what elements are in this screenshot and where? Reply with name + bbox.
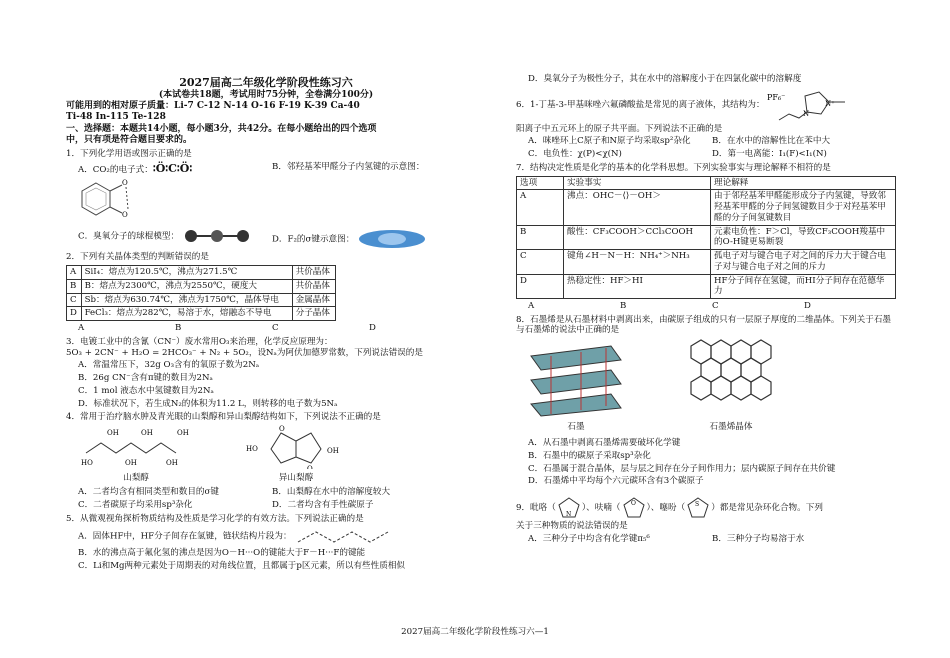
svg-text:OH: OH <box>107 429 119 438</box>
q2-row-type: 共价晶体 <box>292 279 335 293</box>
q6-stem2: 阳离子中五元环上的原子共平面。下列说法不正确的是 <box>516 123 723 134</box>
svg-text:O: O <box>122 211 128 220</box>
q2-row-option: C <box>67 293 82 307</box>
q6-stem-row <box>516 88 896 124</box>
q7-choices <box>516 301 896 312</box>
q7-choice-d: D <box>804 301 811 312</box>
q7-row-fact: 键角∠H－N－H：NH₄⁺＞NH₃ <box>564 250 711 274</box>
q7-row-explanation: 元素电负性：F＞Cl，导致CF₃COOH羧基中的O-H键更易断裂 <box>711 225 896 249</box>
q2-choice-d: D <box>369 323 376 334</box>
q1-stem: 1．下列化学用语或图示正确的是 <box>66 149 192 159</box>
q8-option-d: D．石墨烯中平均每个六元碳环含有3个碳原子 <box>528 476 704 487</box>
q7-head-fact: 实验事实 <box>564 176 711 190</box>
q6-options-ab <box>516 136 896 147</box>
svg-text:HO: HO <box>246 445 258 454</box>
ionic-liquid-structure-icon <box>765 88 865 124</box>
q3-option-a: A．常温常压下，32g O₃含有的氧原子数为2Nₐ <box>78 360 260 371</box>
q2-row-option: A <box>67 266 82 280</box>
sorbitol-structure-icon <box>81 423 191 469</box>
q7-row-fact: 热稳定性：HF＞HI <box>564 274 711 298</box>
svg-text:O: O <box>307 465 313 470</box>
exam-title: 2027届高二年级化学阶段性练习六 <box>179 76 353 89</box>
q2-choice-b: B <box>175 323 182 334</box>
svg-text:OH: OH <box>166 459 178 468</box>
svg-text:HO: HO <box>81 459 93 468</box>
q7-row-option: C <box>517 250 564 274</box>
q7-choice-c: C <box>712 301 719 312</box>
q7-choice-b: B <box>620 301 627 312</box>
svg-text:OH: OH <box>327 447 339 456</box>
q6-stem: 6．1-丁基-3-甲基咪唑六氟磷酸盐是常见的离子液体，其结构为： <box>516 100 765 111</box>
q4-structures <box>66 423 466 485</box>
ozone-ball-stick-icon <box>182 229 252 243</box>
q1-options-ab <box>66 162 466 176</box>
q4-stem: 4．常用于治疗脑水肿及青光眼的山梨醇和异山梨醇结构如下，下列说法不正确的是 <box>66 412 381 423</box>
q7-table-row <box>517 225 896 249</box>
q2-table-row <box>67 279 336 293</box>
svg-text:OH: OH <box>125 459 137 468</box>
f2-sigma-bond-icon <box>357 229 427 249</box>
q5-option-c: C．Li和Mg两种元素处于周期表的对角线位置，且都属于p区元素，所以有些性质相似 <box>78 560 406 571</box>
q3-option-c: C．1 mol 液态水中氢键数目为2Nₐ <box>78 385 214 396</box>
q7-head-explanation: 理论解释 <box>711 176 896 190</box>
q6-option-d: D．第一电离能：I₁(F)<I₁(N) <box>712 149 827 160</box>
q7-stem: 7．结构决定性质是化学的基本的化学科思想。下列实验事实与理论解释不相符的是 <box>516 162 831 173</box>
atomic-masses-line2: Ti-48 In-115 Te-128 <box>66 112 166 123</box>
q7-row-explanation: 孤电子对与键合电子对之间的斥力大于键合电子对与键合电子对之间的斥力 <box>711 250 896 274</box>
q2-choices <box>66 323 466 334</box>
q2-table-row <box>67 307 336 321</box>
section1-heading-2: 中，只有项是符合题目要求的。 <box>66 134 193 145</box>
q2-table-row <box>67 293 336 307</box>
q4-options-cd <box>66 500 466 511</box>
graphene-label: 石墨烯晶体 <box>709 421 753 432</box>
hydrogen-bond-structure-icon <box>78 175 148 225</box>
q2-table-row <box>67 266 336 280</box>
q7-table-row <box>517 274 896 298</box>
section1-heading-1: 一、选择题：本题共14小题，每小题3分，共42分。在每小题给出的四个选项 <box>66 123 377 134</box>
q8-stem: 8．石墨烯是从石墨材料中剥离出来，由碳原子组成的只有一层原子厚度的二维晶体。下列关于石墨与石墨烯的说法中正确的是 <box>516 314 892 336</box>
q3-equation: 5O₃ + 2CN⁻ + H₂O = 2HCO₃⁻ + N₂ + 5O₂，设Nₐ为阿伏加德罗常数，下列说法错误的是 <box>66 347 423 358</box>
q2-row-type: 金属晶体 <box>292 293 335 307</box>
q2-row-fact: B：熔点为2300℃，沸点为2550℃，硬度大 <box>81 279 292 293</box>
q3-option-d: D．标准状况下，若生成N₂的体积为11.2 L，则转移的电子数为5Nₐ <box>78 398 338 409</box>
q2-row-fact: FeCl₃：熔点为282℃，易溶于水，熔融态不导电 <box>81 307 292 321</box>
q1-option-a: A．CO₂的电子式：∶Ö∶C∶Ö∶ <box>78 161 193 175</box>
q4-options-ab <box>66 487 466 498</box>
q9-option-b: B．三种分子均易溶于水 <box>712 533 805 544</box>
q2-stem: 2．下列有关晶体类型的判断错误的是 <box>66 252 209 263</box>
q7-row-option: D <box>517 274 564 298</box>
sorbitol-label: 山梨醇 <box>123 472 149 483</box>
q9-options-ab <box>516 534 896 545</box>
isosorbide-figure <box>236 423 356 485</box>
q2-choice-a: A <box>78 323 85 334</box>
left-column <box>66 62 466 572</box>
q2-row-type: 分子晶体 <box>292 307 335 321</box>
q5-option-a: A．固体HF中，HF分子间存在氢键，链状结构片段为： <box>66 526 466 546</box>
svg-text:S: S <box>695 501 700 509</box>
svg-text:O: O <box>630 500 636 508</box>
q7-row-option: A <box>517 190 564 225</box>
q5-option-b: B．水的沸点高于氟化氢的沸点是因为O－H···O的键能大于F－H···F的键能 <box>78 548 366 559</box>
thiophene-icon <box>685 495 711 521</box>
q8-option-c: C．石墨属于混合晶体，层与层之间存在分子间作用力；层内碳原子间存在共价键 <box>528 463 836 474</box>
sorbitol-figure <box>76 423 196 485</box>
q6-option-c: C．电负性：χ(P)<χ(N) <box>528 149 622 160</box>
q4-option-a: A．二者均含有相同类型和数目的σ键 <box>78 487 219 498</box>
svg-text:OH: OH <box>141 429 153 438</box>
q9-stem2: 关于三种物质的说法错误的是 <box>516 521 628 532</box>
graphite-figure <box>516 336 636 436</box>
pf6-label: PF₆⁻ <box>766 92 785 102</box>
q7-table-row <box>517 190 896 225</box>
q7-table <box>516 176 896 299</box>
q7-row-explanation: HF分子间存在氢键，而HI分子间存在范德华力 <box>711 274 896 298</box>
q7-head-option: 选项 <box>517 176 564 190</box>
q9-stem-row: 9．吡咯（ N ）、呋喃（ O ）、噻吩（ S ）都是常见杂环化合物。下列 <box>516 495 896 521</box>
q1-options-cd <box>66 229 466 249</box>
q9-option-a: A．三种分子中均含有化学键π₅⁶ <box>528 533 650 544</box>
svg-text:N: N <box>565 511 572 519</box>
q2-row-option: B <box>67 279 82 293</box>
q5-stem: 5．从微观视角探析物质结构及性质是学习化学的有效方法。下列说法正确的是 <box>66 513 364 524</box>
q2-choice-c: C <box>272 323 279 334</box>
q7-header-row <box>517 176 896 190</box>
svg-text:OH: OH <box>177 429 189 438</box>
co2-electron-formula: ∶Ö∶C∶Ö∶ <box>152 161 193 175</box>
q1-option-c: C．臭氧分子的球棍模型： <box>78 229 272 249</box>
svg-text:O: O <box>122 179 128 188</box>
graphite-structure-icon <box>521 336 631 418</box>
q6-option-b: B．在水中的溶解性比在苯中大 <box>712 136 831 147</box>
q7-choice-a: A <box>528 301 535 312</box>
q3-option-b: B．26g CN⁻含有π键的数目为2Nₐ <box>78 373 213 384</box>
q8-option-a: A．从石墨中剥离石墨烯需要破坏化学键 <box>528 438 681 449</box>
q4-option-c: C．二者碳原子均采用sp³杂化 <box>78 499 193 510</box>
hf-chain-icon <box>294 526 394 546</box>
q1-option-b: B．邻羟基苯甲醛分子内氢键的示意图： <box>272 161 425 172</box>
q7-row-option: B <box>517 225 564 249</box>
q7-table-row <box>517 250 896 274</box>
q6-options-cd <box>516 149 896 160</box>
q2-row-type: 共价晶体 <box>292 266 335 280</box>
o-hydroxybenzaldehyde-structure <box>66 175 466 227</box>
pyrrole-icon <box>556 495 582 521</box>
q2-row-fact: Sb：熔点为630.74℃，沸点为1750℃，晶体导电 <box>81 293 292 307</box>
q7-row-fact: 酸性：CF₃COOH＞CCl₃COOH <box>564 225 711 249</box>
q4-option-d: D．二者均含有手性碳原子 <box>272 499 374 510</box>
isosorbide-label: 异山梨醇 <box>278 472 314 483</box>
q7-row-explanation: 由于邻羟基苯甲醛能形成分子内氢键，导致邻羟基苯甲醛的分子间氢键数目少于对羟基苯甲醛的分子间氢键数目 <box>711 190 896 225</box>
q2-row-option: D <box>67 307 82 321</box>
q6-option-a: A．咪唑环上C原子和N原子均采取sp²杂化 <box>528 136 691 147</box>
atomic-masses-line1: 可能用到的相对原子质量：Li-7 C-12 N-14 O-16 F-19 K-39 Ca-40 <box>66 101 360 111</box>
svg-text:N⁺: N⁺ <box>824 99 835 108</box>
right-column <box>516 72 896 545</box>
furan-icon <box>621 495 647 521</box>
q2-row-fact: SiI₄：熔点为120.5℃，沸点为271.5℃ <box>81 266 292 280</box>
q7-row-fact: 沸点：OHC－⟨⟩－OH＞ <box>564 190 711 225</box>
q1-option-d: D．F₂的σ键示意图： <box>272 229 466 249</box>
q8-option-b: B．石墨中的碳原子采取sp³杂化 <box>528 450 651 461</box>
svg-text:N: N <box>802 109 809 118</box>
isosorbide-structure-icon <box>241 423 351 469</box>
q4-option-b: B．山梨醇在水中的溶解度较大 <box>272 487 391 498</box>
graphene-figure <box>666 336 796 436</box>
q5-option-d: D．臭氧分子为极性分子，其在水中的溶解度小于在四氯化碳中的溶解度 <box>528 74 802 84</box>
svg-text:O: O <box>279 425 285 434</box>
graphene-structure-icon <box>671 336 791 418</box>
exam-subtitle: (本试卷共18题，考试用时75分钟，全卷满分100分) <box>158 89 374 100</box>
q3-stem: 3．电镀工业中的含氰（CN⁻）废水常用O₃来治理，化学反应原理为： <box>66 336 333 347</box>
q2-table <box>66 265 336 321</box>
page-footer: 2027届高二年级化学阶段性练习六—1 <box>401 627 549 637</box>
graphite-label: 石墨 <box>567 421 585 432</box>
q8-figures <box>516 336 896 436</box>
